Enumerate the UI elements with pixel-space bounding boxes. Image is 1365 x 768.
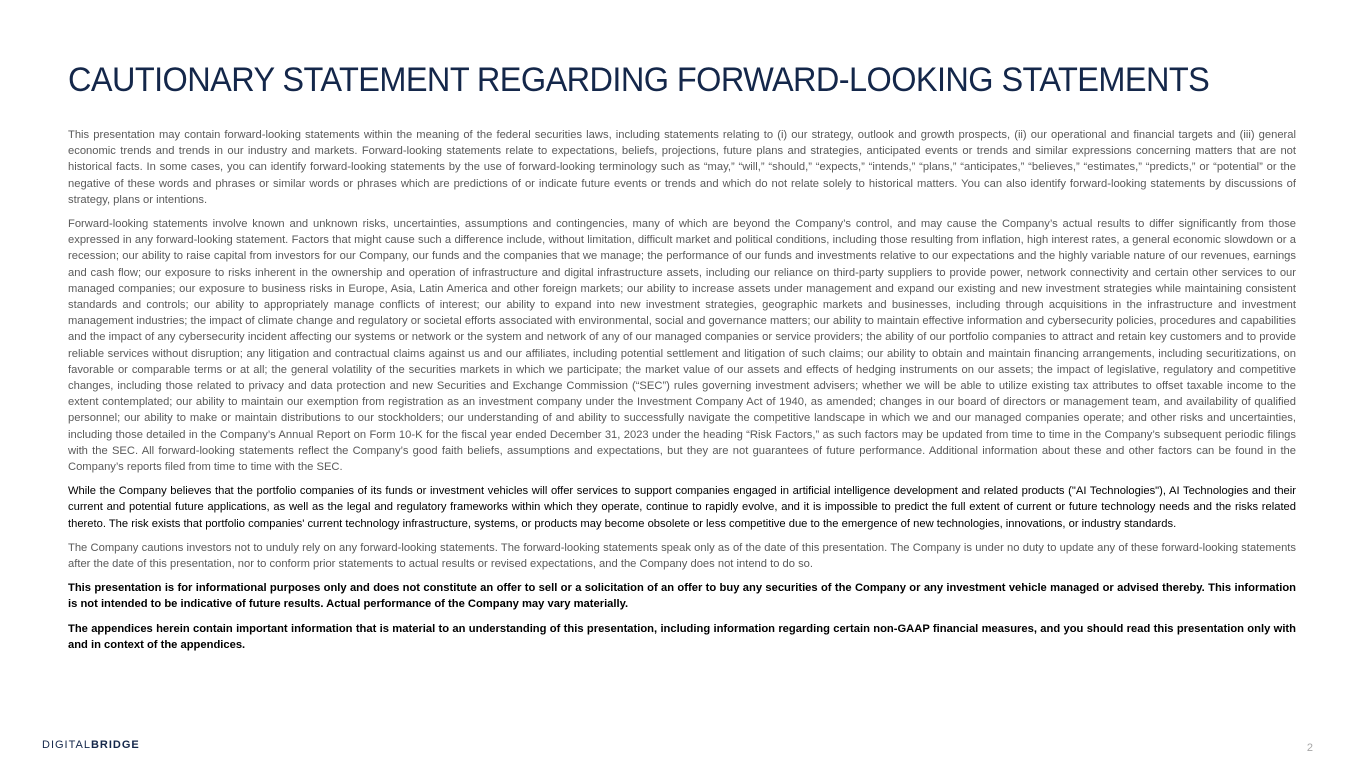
- logo-text-digital: DIGITAL: [42, 739, 91, 751]
- paragraph-risk-factors: Forward-looking statements involve known and unknown risks, uncertainties, assumptions and contingencies, many of which are beyond the Company’s control, and may cause the Company’s actual results to differ significantly from those expressed in any forward-looking statement. Factors that might cause such a difference include, without limitation, difficult market and political conditions, including those resulting from inflation, high interest rates, a general economic slowdown or a recession; our ability to raise capital from investors for our Company, our funds and the companies that we manage; the performance of our funds and investments relative to our expectations and the highly variable nature of our revenues, earnings and cash flow; our exposure to risks inherent in the ownership and operation of infrastructure and digital infrastructure assets, including our reliance on third-party suppliers to provide power, network connectivity and certain other services to our managed companies; our exposure to business risks in Europe, Asia, Latin America and other foreign markets; our ability to increase assets under management and expand our existing and new investment strategies while maintaining consistent standards and controls; our ability to appropriately manage conflicts of interest; our ability to expand into new investment strategies, geographic markets and businesses, including through acquisitions in the infrastructure and investment management industries; the impact of climate change and regulatory or societal efforts associated with environmental, social and governance matters; our ability to maintain effective information and cybersecurity policies, procedures and capabilities and the impact of any cybersecurity incident affecting our systems or network or the system and network of any of our managed companies or service providers; the ability of our portfolio companies to attract and retain key customers and to provide reliable services without disruption; any litigation and contractual claims against us and our affiliates, including potential settlement and litigation of such claims; our ability to obtain and maintain financing arrangements, including securitizations, on favorable or comparable terms or at all; the general volatility of the securities markets in which we participate; the market value of our assets and effects of hedging instruments on our assets; the impact of legislative, regulatory and competitive changes, including those related to privacy and data protection and new Securities and Exchange Commission (“SEC”) rules governing investment advisers; whether we will be able to utilize existing tax attributes to offset taxable income to the extent contemplated; our ability to maintain our exemption from registration as an investment company under the Investment Company Act of 1940, as amended; changes in our board of directors or management team, and availability of qualified personnel; our ability to make or maintain distributions to our stockholders; our understanding of and ability to successfully navigate the competitive landscape in which we and our managed companies operate; and other risks and uncertainties, including those detailed in the Company’s Annual Report on Form 10-K for the fiscal year ended December 31, 2023 under the heading “Risk Factors,” as such factors may be updated from time to time in the Company’s subsequent periodic filings with the SEC. All forward-looking statements reflect the Company’s good faith beliefs, assumptions and expectations, but they are not guarantees of future performance. Additional information about these and other factors can be found in the Company’s reports filed from time to time with the SEC.: [68, 218, 1296, 474]
- paragraph-appendices: The appendices herein contain important information that is material to an understanding of this presentation, including information regarding certain non-GAAP financial measures, and you should read this presentation only with and in context of the appendices.: [68, 622, 1296, 651]
- digitalbridge-logo: [42, 739, 140, 751]
- paragraph-forward-looking-intro: This presentation may contain forward-looking statements within the meaning of the federal securities laws, including statements relating to (i) our strategy, outlook and growth prospects, (ii) our operational and financial targets and (iii) general economic trends and trends in our industry and markets. Forward-looking statements relate to expectations, beliefs, projections, future plans and strategies, anticipated events or trends and similar expressions concerning matters that are not historical facts. In some cases, you can identify forward-looking statements by the use of forward-looking terminology such as “may,” “will,” “should,” “expects,” “intends,” “plans,” “anticipates,” “believes,” “estimates,” “predicts,” or “potential” or the negative of these words and phrases or similar words or phrases which are predictions of or indicate future events or trends and which do not relate solely to historical matters. You can also identify forward-looking statements by discussions of strategy, plans or intentions.: [68, 129, 1296, 206]
- page-title: CAUTIONARY STATEMENT REGARDING FORWARD-LOOKING STATEMENTS: [68, 61, 1210, 99]
- paragraph-informational-purposes: This presentation is for informational purposes only and does not constitute an offer to sell or a solicitation of an offer to buy any securities of the Company or any investment vehicle managed or advised thereby. This information is not intended to be indicative of future results. Actual performance of the Company may vary materially.: [68, 582, 1296, 611]
- paragraph-caution: The Company cautions investors not to unduly rely on any forward-looking statements. The forward-looking statements speak only as of the date of this presentation. The Company is under no duty to update any of these forward-looking statements after the date of this presentation, nor to conform prior statements to actual results or revised expectations, and the Company does not intend to do so.: [68, 541, 1296, 571]
- logo-text-bridge: BRIDGE: [90, 739, 140, 751]
- page-number: 2: [1306, 742, 1313, 754]
- paragraph-ai-technologies: While the Company believes that the portfolio companies of its funds or investment vehicles will offer services to support companies engaged in artificial intelligence development and related products ("AI Technologies"), AI Technologies and their current and potential future applications, as well as the legal and regulatory frameworks within which they operate, continue to rapidly evolve, and it is impossible to predict the full extent of current or future technology needs and the risks related thereto. The risk exists that portfolio companies' current technology infrastructure, systems, or products may become obsolete or less competitive due to the emergence of new technologies, innovations, or industry standards.: [68, 485, 1296, 530]
- disclaimer-body: [68, 127, 1296, 661]
